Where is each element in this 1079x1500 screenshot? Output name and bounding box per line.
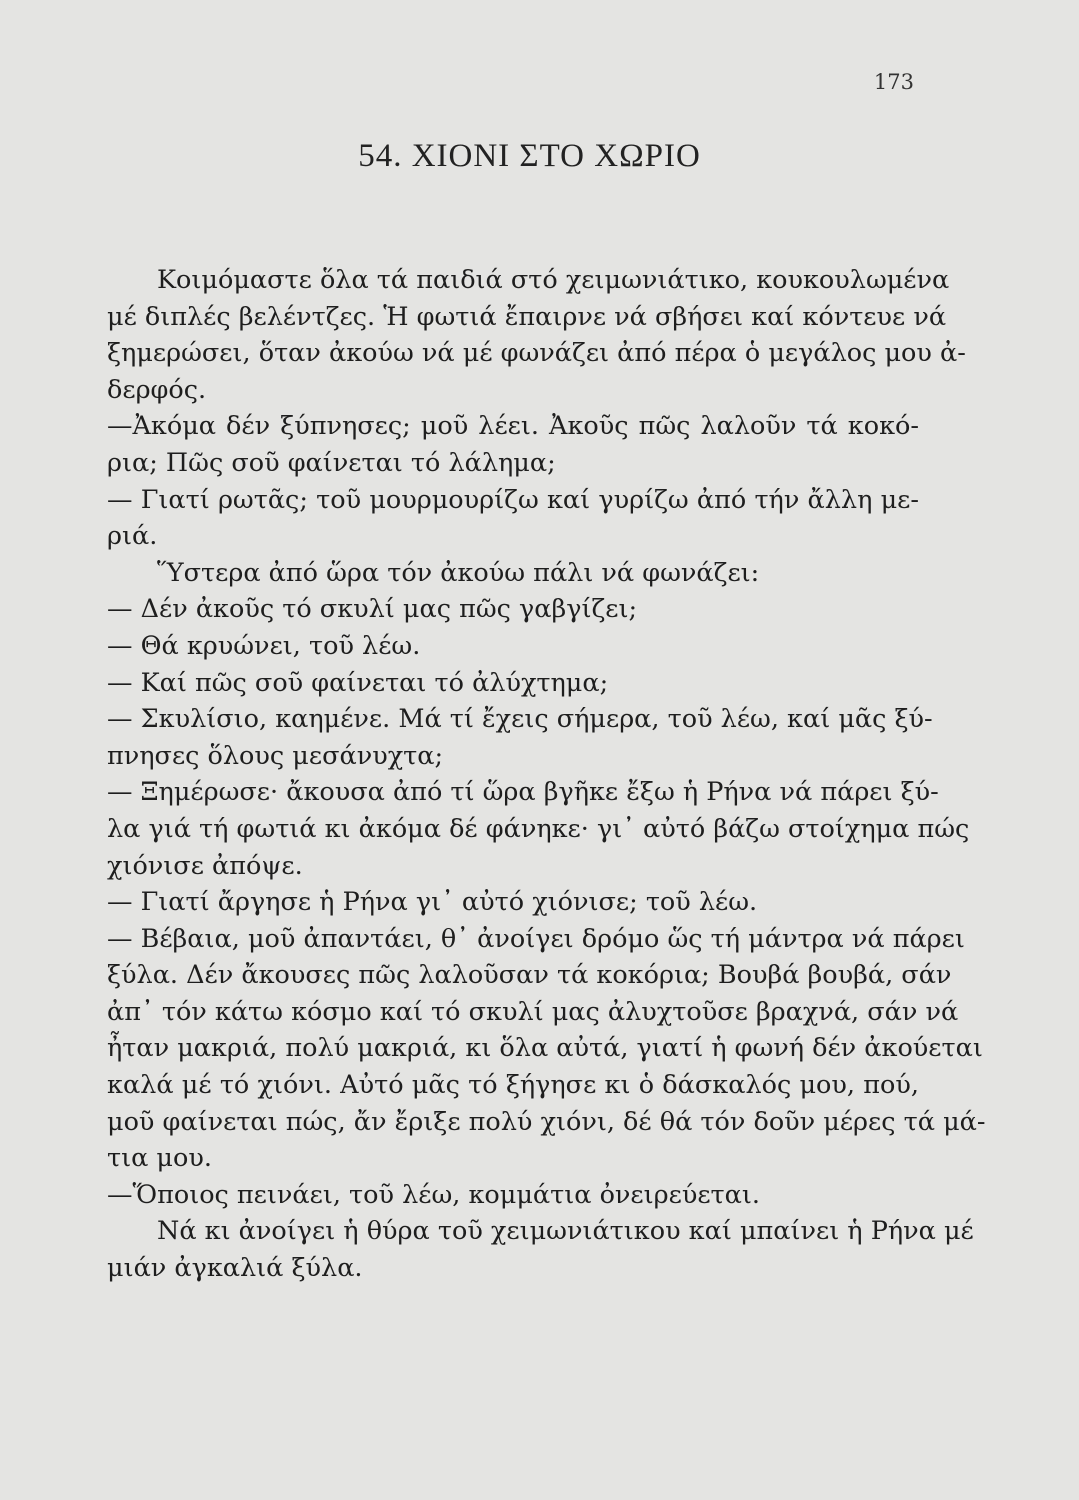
text-line: μιάν ἀγκαλιά ξύλα. [107,1253,363,1284]
text-line: ξύλα. Δέν ἄκουσες πῶς λαλοῦσαν τά κοκόρια; Βουβά βουβά, σάν [107,960,952,991]
text-line: πνησες ὅλους μεσάνυχτα; [107,740,444,771]
text-line: — Γιατί ἄργησε ἡ Ρήνα γι᾽ αὐτό χιόνισε; τοῦ λέω. [107,887,758,918]
text-line: ξημερώσει, ὅταν ἀκούω νά μέ φωνάζει ἀπό πέρα ὁ μεγάλος μου ἀ- [107,338,966,369]
text-line: Κοιμόμαστε ὅλα τά παιδιά στό χειμωνιάτικο, κουκουλωμένα [157,265,950,295]
text-line: ρια; Πῶς σοῦ φαίνεται τό λάλημα; [107,447,556,478]
text-line: ριά. [107,521,158,552]
text-line: Νά κι ἀνοίγει ἡ θύρα τοῦ χειμωνιάτικου καί μπαίνει ἡ Ρήνα μέ [157,1216,974,1247]
text-line: — Ξημέρωσε· ἄκουσα ἀπό τί ὥρα βγῆκε ἔξω ἡ Ρήνα νά πάρει ξύ- [107,777,939,808]
text-line: — Καί πῶς σοῦ φαίνεται τό ἀλύχτημα; [107,667,609,698]
text-line: — Θά κρυώνει, τοῦ λέω. [107,630,421,661]
text-line: — Δέν ἀκοῦς τό σκυλί μας πῶς γαβγίζει; [107,594,638,625]
text-line: — Βέβαια, μοῦ ἀπαντάει, θ᾽ ἀνοίγει δρόμο ὥς τή μάντρα νά πάρει [107,923,965,954]
text-line: —Ὅποιος πεινάει, τοῦ λέω, κομμάτια ὀνειρεύεται. [107,1179,760,1210]
text-line: λα γιά τή φωτιά κι ἀκόμα δέ φάνηκε· γι᾽ αὐτό βάζω στοίχημα πώς [107,813,970,844]
text-line: μέ διπλές βελέντζες. Ἡ φωτιά ἔπαιρνε νά σβήσει καί κόντευε νά [107,301,947,332]
text-line: καλά μέ τό χιόνι. Αὐτό μᾶς τό ξήγησε κι ὁ δάσκαλός μου, πού, [107,1070,919,1101]
text-line: δερφός. [107,374,207,405]
text-line: — Γιατί ρωτᾶς; τοῦ μουρμουρίζω καί γυρίζω ἀπό τήν ἄλλη με- [107,484,919,515]
text-line: Ὕστερα ἀπό ὥρα τόν ἀκούω πάλι νά φωνάζει: [157,557,760,588]
page-number: 173 [873,70,914,94]
text-line: —Ἀκόμα δέν ξύπνησες; μοῦ λέει. Ἀκοῦς πῶς λαλοῦν τά κοκό- [107,411,919,442]
text-line: μοῦ φαίνεται πώς, ἄν ἔριξε πολύ χιόνι, δέ θά τόν δοῦν μέρες τά μά- [107,1106,986,1137]
chapter-title: 54. ΧΙΟΝΙ ΣΤΟ ΧΩΡΙΟ [358,138,701,174]
text-line: χιόνισε ἀπόψε. [107,850,303,881]
text-line: ἀπ᾽ τόν κάτω κόσμο καί τό σκυλί μας ἀλυχτοῦσε βραχνά, σάν νά [107,996,959,1027]
body-text [107,262,986,1287]
text-line: — Σκυλίσιο, καημένε. Μά τί ἔχεις σήμερα, τοῦ λέω, καί μᾶς ξύ- [107,704,933,735]
text-line: ἦταν μακριά, πολύ μακριά, κι ὅλα αὐτά, γιατί ἡ φωνή δέν ἀκούεται [107,1033,983,1064]
text-line: τια μου. [107,1143,212,1174]
